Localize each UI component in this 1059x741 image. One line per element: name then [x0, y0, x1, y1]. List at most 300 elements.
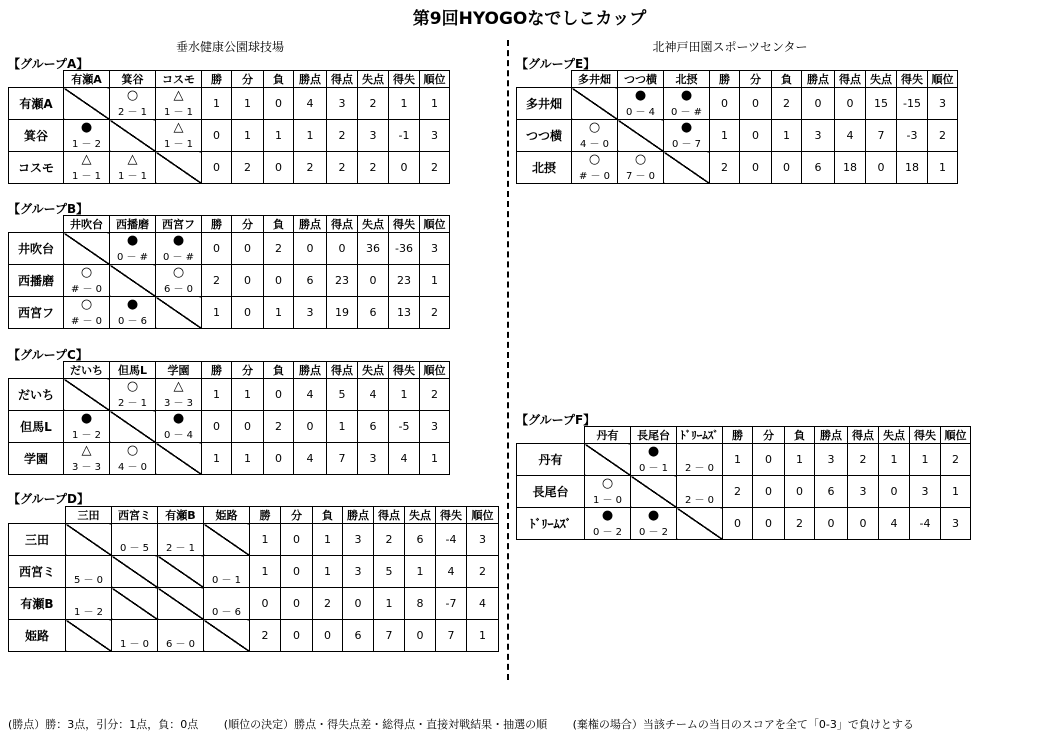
header-team: 西播磨: [110, 216, 156, 233]
stat-value: 0: [753, 444, 785, 476]
result-cell: [618, 120, 664, 152]
stat-value: 0: [772, 152, 802, 184]
team-row: [517, 508, 971, 540]
team-row: [9, 556, 499, 588]
result-score: 1 － 1: [117, 171, 148, 182]
result-symbol: ○: [126, 88, 139, 103]
header-stat: 分: [232, 216, 264, 233]
header-stat: 勝点: [343, 507, 374, 524]
stat-value: 3: [815, 444, 848, 476]
group-c-table: [8, 361, 450, 475]
team-name: 有瀬A: [9, 88, 64, 120]
stat-value: -4: [910, 508, 941, 540]
team-name: 井吹台: [9, 233, 64, 265]
result-score: 7 － 0: [625, 171, 656, 182]
header-stat: 得点: [327, 216, 358, 233]
header-stat: 失点: [358, 71, 389, 88]
result-score: 5 － 0: [73, 575, 104, 586]
header-stat: 負: [313, 507, 343, 524]
stat-value: 0: [740, 152, 772, 184]
result-cell: [156, 120, 202, 152]
result-cell: [156, 233, 202, 265]
stat-value: 1: [389, 379, 420, 411]
stat-value: 13: [389, 297, 420, 329]
result-cell: [112, 556, 158, 588]
result-symbol: ●: [601, 508, 614, 523]
header-stat: 負: [264, 71, 294, 88]
team-row: [517, 476, 971, 508]
stat-value: 5: [374, 556, 405, 588]
footer-forfeit: (棄権の場合）当該チームの当日のスコアを全て「0-3」で負けとする: [572, 718, 914, 731]
header-stat: 失点: [866, 71, 897, 88]
header-stat: 得失: [897, 71, 928, 88]
header-corner: [9, 71, 64, 88]
stat-value: 36: [358, 233, 389, 265]
stat-value: 18: [835, 152, 866, 184]
result-cell: [66, 588, 112, 620]
footer-points: (勝点）勝：3点，引分：1点，負：0点: [8, 718, 199, 731]
column-divider: [507, 40, 509, 680]
result-score: 1 － 0: [119, 639, 150, 650]
header-stat: 得失: [389, 71, 420, 88]
result-cell: [156, 297, 202, 329]
result-cell: [156, 411, 202, 443]
stat-value: 1: [928, 152, 958, 184]
result-symbol: ○: [172, 265, 185, 280]
header-stat: 順位: [941, 427, 971, 444]
stat-value: 0: [848, 508, 879, 540]
stat-value: 3: [420, 233, 450, 265]
stat-value: -15: [897, 88, 928, 120]
header-stat: 得点: [327, 71, 358, 88]
result-cell: [631, 444, 677, 476]
stat-value: 1: [232, 120, 264, 152]
result-symbol: ●: [647, 508, 660, 523]
result-cell: [664, 88, 710, 120]
team-row: [9, 297, 450, 329]
result-score: 0 － 7: [671, 139, 702, 150]
stat-value: 1: [327, 411, 358, 443]
result-cell: [156, 152, 202, 184]
header-team: 長尾台: [631, 427, 677, 444]
stat-value: 6: [802, 152, 835, 184]
result-symbol: △: [81, 152, 92, 167]
team-name: 有瀬B: [9, 588, 66, 620]
stat-value: 0: [753, 476, 785, 508]
group-f-table: [516, 426, 971, 540]
result-symbol: △: [173, 120, 184, 135]
stat-value: 0: [313, 620, 343, 652]
header-row: [9, 71, 450, 88]
stat-value: 1: [294, 120, 327, 152]
group-f-label: 【グループF】: [516, 413, 596, 427]
header-team: コスモ: [156, 71, 202, 88]
header-stat: 負: [785, 427, 815, 444]
result-score: 0 － 2: [592, 527, 623, 538]
result-score: 0 － 6: [117, 316, 148, 327]
result-score: 2 － 1: [165, 543, 196, 554]
stat-value: 3: [343, 556, 374, 588]
header-team: 但馬L: [110, 362, 156, 379]
result-score: 2 － 0: [684, 495, 715, 506]
stat-value: 0: [327, 233, 358, 265]
stat-value: 0: [281, 556, 313, 588]
header-stat: 得失: [389, 216, 420, 233]
result-cell: [572, 88, 618, 120]
stat-value: 3: [467, 524, 499, 556]
header-team: だいち: [64, 362, 110, 379]
stat-value: 0: [281, 620, 313, 652]
result-cell: [110, 120, 156, 152]
result-score: 0 － #: [162, 252, 195, 263]
result-cell: [585, 444, 631, 476]
stat-value: -3: [897, 120, 928, 152]
result-cell: [112, 588, 158, 620]
stat-value: 1: [420, 88, 450, 120]
result-symbol: △: [127, 152, 138, 167]
header-team: 西宮ミ: [112, 507, 158, 524]
stat-value: 2: [358, 88, 389, 120]
team-row: [517, 152, 958, 184]
team-name: 西播磨: [9, 265, 64, 297]
header-team: つつ横: [618, 71, 664, 88]
header-stat: 勝: [723, 427, 753, 444]
result-symbol: ●: [80, 120, 93, 135]
group-a-table: [8, 70, 450, 184]
stat-value: 2: [313, 588, 343, 620]
footer-ranking: (順位の決定）勝点・得失点差・総得点・直接対戦結果・抽選の順: [223, 718, 548, 731]
group-e-label: 【グループE】: [516, 57, 596, 71]
team-row: [9, 379, 450, 411]
result-symbol: ●: [634, 88, 647, 103]
stat-value: 0: [405, 620, 436, 652]
result-cell: [158, 620, 204, 652]
result-cell: [66, 556, 112, 588]
stat-value: 2: [723, 476, 753, 508]
stat-value: 2: [294, 152, 327, 184]
stat-value: 0: [264, 88, 294, 120]
result-score: 0 － #: [116, 252, 149, 263]
result-symbol: ○: [126, 443, 139, 458]
stat-value: 6: [358, 411, 389, 443]
header-stat: 勝: [202, 71, 232, 88]
header-stat: 分: [753, 427, 785, 444]
header-row: [9, 362, 450, 379]
stat-value: 1: [232, 88, 264, 120]
stat-value: 2: [264, 233, 294, 265]
stat-value: 4: [467, 588, 499, 620]
result-score: 6 － 0: [165, 639, 196, 650]
stat-value: 6: [358, 297, 389, 329]
stat-value: 1: [723, 444, 753, 476]
header-stat: 勝: [202, 362, 232, 379]
stat-value: 1: [420, 265, 450, 297]
result-cell: [677, 508, 723, 540]
stat-value: 1: [313, 524, 343, 556]
stat-value: -7: [436, 588, 467, 620]
stat-value: 15: [866, 88, 897, 120]
result-cell: [66, 620, 112, 652]
result-symbol: ○: [588, 152, 601, 167]
team-row: [9, 411, 450, 443]
header-stat: 分: [281, 507, 313, 524]
stat-value: 2: [327, 120, 358, 152]
team-row: [9, 233, 450, 265]
header-stat: 勝点: [294, 216, 327, 233]
team-row: [9, 524, 499, 556]
result-score: # － 0: [578, 171, 611, 182]
result-symbol: ●: [126, 297, 139, 312]
stat-value: 3: [420, 120, 450, 152]
stat-value: 2: [928, 120, 958, 152]
result-score: 1 － 1: [163, 107, 194, 118]
result-score: 0 － 1: [638, 463, 669, 474]
result-cell: [572, 120, 618, 152]
team-name: 西宮フ: [9, 297, 64, 329]
stat-value: 7: [327, 443, 358, 475]
stat-value: 1: [202, 379, 232, 411]
header-stat: 失点: [879, 427, 910, 444]
header-stat: 勝点: [294, 71, 327, 88]
result-cell: [631, 476, 677, 508]
stat-value: 4: [835, 120, 866, 152]
result-cell: [677, 476, 723, 508]
stat-value: 2: [467, 556, 499, 588]
header-stat: 得失: [389, 362, 420, 379]
stat-value: 1: [202, 88, 232, 120]
result-symbol: ○: [80, 297, 93, 312]
result-score: 0 － 2: [638, 527, 669, 538]
group-b-table: [8, 215, 450, 329]
result-cell: [112, 524, 158, 556]
stat-value: 1: [232, 443, 264, 475]
header-stat: 分: [232, 71, 264, 88]
stat-value: 23: [389, 265, 420, 297]
stat-value: 2: [232, 152, 264, 184]
result-symbol: ○: [126, 379, 139, 394]
stat-value: 2: [358, 152, 389, 184]
team-name: 箕谷: [9, 120, 64, 152]
header-stat: 勝: [250, 507, 281, 524]
header-stat: 順位: [420, 216, 450, 233]
stat-value: 2: [710, 152, 740, 184]
stat-value: 1: [374, 588, 405, 620]
team-name: 但馬L: [9, 411, 64, 443]
header-team: 北摂: [664, 71, 710, 88]
stat-value: 2: [848, 444, 879, 476]
stat-value: 2: [420, 152, 450, 184]
team-name: ﾄﾞﾘｰﾑｽﾞ: [517, 508, 585, 540]
stat-value: 0: [202, 411, 232, 443]
result-score: 2 － 0: [684, 463, 715, 474]
result-cell: [618, 152, 664, 184]
stat-value: 0: [740, 120, 772, 152]
header-stat: 勝: [710, 71, 740, 88]
team-row: [9, 265, 450, 297]
result-cell: [572, 152, 618, 184]
result-score: 1 － 1: [71, 171, 102, 182]
stat-value: -1: [389, 120, 420, 152]
header-stat: 失点: [405, 507, 436, 524]
stat-value: 0: [232, 265, 264, 297]
stat-value: 4: [358, 379, 389, 411]
header-corner: [517, 71, 572, 88]
stat-value: 2: [264, 411, 294, 443]
stat-value: 1: [250, 524, 281, 556]
stat-value: 0: [264, 379, 294, 411]
stat-value: 19: [327, 297, 358, 329]
header-corner: [9, 216, 64, 233]
stat-value: 0: [281, 524, 313, 556]
header-stat: 分: [232, 362, 264, 379]
header-stat: 負: [264, 362, 294, 379]
result-symbol: ●: [680, 88, 693, 103]
result-cell: [110, 88, 156, 120]
header-stat: 勝点: [815, 427, 848, 444]
result-cell: [204, 588, 250, 620]
result-score: 4 － 0: [117, 462, 148, 473]
header-team: 有瀬A: [64, 71, 110, 88]
stat-value: 3: [358, 443, 389, 475]
header-stat: 勝点: [294, 362, 327, 379]
header-team: 多井畑: [572, 71, 618, 88]
stat-value: 3: [343, 524, 374, 556]
result-cell: [110, 265, 156, 297]
stat-value: 1: [710, 120, 740, 152]
stat-value: 0: [294, 233, 327, 265]
stat-value: 7: [866, 120, 897, 152]
result-cell: [110, 411, 156, 443]
result-cell: [204, 556, 250, 588]
stat-value: 2: [374, 524, 405, 556]
stat-value: 2: [327, 152, 358, 184]
result-cell: [585, 508, 631, 540]
result-cell: [618, 88, 664, 120]
group-d-table: [8, 506, 499, 652]
result-score: 0 － 4: [625, 107, 656, 118]
result-score: 4 － 0: [579, 139, 610, 150]
stat-value: 1: [772, 120, 802, 152]
stat-value: 0: [202, 233, 232, 265]
result-score: 0 － 1: [211, 575, 242, 586]
team-name: 姫路: [9, 620, 66, 652]
header-stat: 得点: [327, 362, 358, 379]
team-row: [517, 88, 958, 120]
stat-value: 3: [802, 120, 835, 152]
result-cell: [64, 265, 110, 297]
group-c-label: 【グループC】: [8, 348, 88, 362]
header-stat: 勝: [202, 216, 232, 233]
result-cell: [64, 443, 110, 475]
stat-value: 8: [405, 588, 436, 620]
team-name: 丹有: [517, 444, 585, 476]
team-name: だいち: [9, 379, 64, 411]
result-cell: [664, 152, 710, 184]
team-name: 三田: [9, 524, 66, 556]
group-d-label: 【グループD】: [8, 492, 90, 506]
result-score: 0 － #: [670, 107, 703, 118]
header-team: 井吹台: [64, 216, 110, 233]
stat-value: 1: [264, 120, 294, 152]
stat-value: 3: [941, 508, 971, 540]
stat-value: 1: [785, 444, 815, 476]
result-cell: [204, 620, 250, 652]
stat-value: 6: [343, 620, 374, 652]
result-cell: [631, 508, 677, 540]
header-stat: 失点: [358, 362, 389, 379]
stat-value: 0: [264, 265, 294, 297]
result-cell: [585, 476, 631, 508]
stat-value: 7: [436, 620, 467, 652]
stat-value: 1: [313, 556, 343, 588]
header-stat: 分: [740, 71, 772, 88]
result-cell: [158, 588, 204, 620]
stat-value: 0: [264, 152, 294, 184]
stat-value: 0: [232, 297, 264, 329]
team-row: [517, 444, 971, 476]
result-cell: [64, 233, 110, 265]
group-b-label: 【グループB】: [8, 202, 89, 216]
stat-value: 0: [264, 443, 294, 475]
header-team: 有瀬B: [158, 507, 204, 524]
result-symbol: ●: [172, 233, 185, 248]
stat-value: -4: [436, 524, 467, 556]
result-symbol: △: [173, 379, 184, 394]
stat-value: 0: [740, 88, 772, 120]
result-score: 1 － 2: [73, 607, 104, 618]
stat-value: 1: [941, 476, 971, 508]
group-e-table: [516, 70, 958, 184]
result-cell: [64, 152, 110, 184]
result-score: 3 － 3: [71, 462, 102, 473]
result-cell: [158, 524, 204, 556]
header-stat: 得失: [910, 427, 941, 444]
stat-value: 1: [405, 556, 436, 588]
header-stat: 順位: [420, 362, 450, 379]
result-cell: [156, 265, 202, 297]
result-cell: [110, 443, 156, 475]
stat-value: 1: [250, 556, 281, 588]
header-row: [9, 216, 450, 233]
result-score: 2 － 1: [117, 107, 148, 118]
header-stat: 負: [264, 216, 294, 233]
result-cell: [110, 297, 156, 329]
result-cell: [64, 88, 110, 120]
header-stat: 負: [772, 71, 802, 88]
header-team: 学園: [156, 362, 202, 379]
result-score: 1 － 0: [592, 495, 623, 506]
header-stat: 順位: [928, 71, 958, 88]
stat-value: 4: [294, 379, 327, 411]
result-score: 2 － 1: [117, 398, 148, 409]
footer-notes: [8, 716, 936, 732]
team-row: [9, 620, 499, 652]
result-score: 1 － 1: [163, 139, 194, 150]
group-a-label: 【グループA】: [8, 57, 89, 71]
stat-value: 4: [879, 508, 910, 540]
result-score: # － 0: [70, 316, 103, 327]
stat-value: 1: [202, 297, 232, 329]
stat-value: 23: [327, 265, 358, 297]
stat-value: 0: [835, 88, 866, 120]
result-cell: [156, 379, 202, 411]
stat-value: 6: [815, 476, 848, 508]
result-cell: [64, 120, 110, 152]
stat-value: 3: [420, 411, 450, 443]
stat-value: 0: [815, 508, 848, 540]
stat-value: 2: [785, 508, 815, 540]
team-row: [9, 120, 450, 152]
